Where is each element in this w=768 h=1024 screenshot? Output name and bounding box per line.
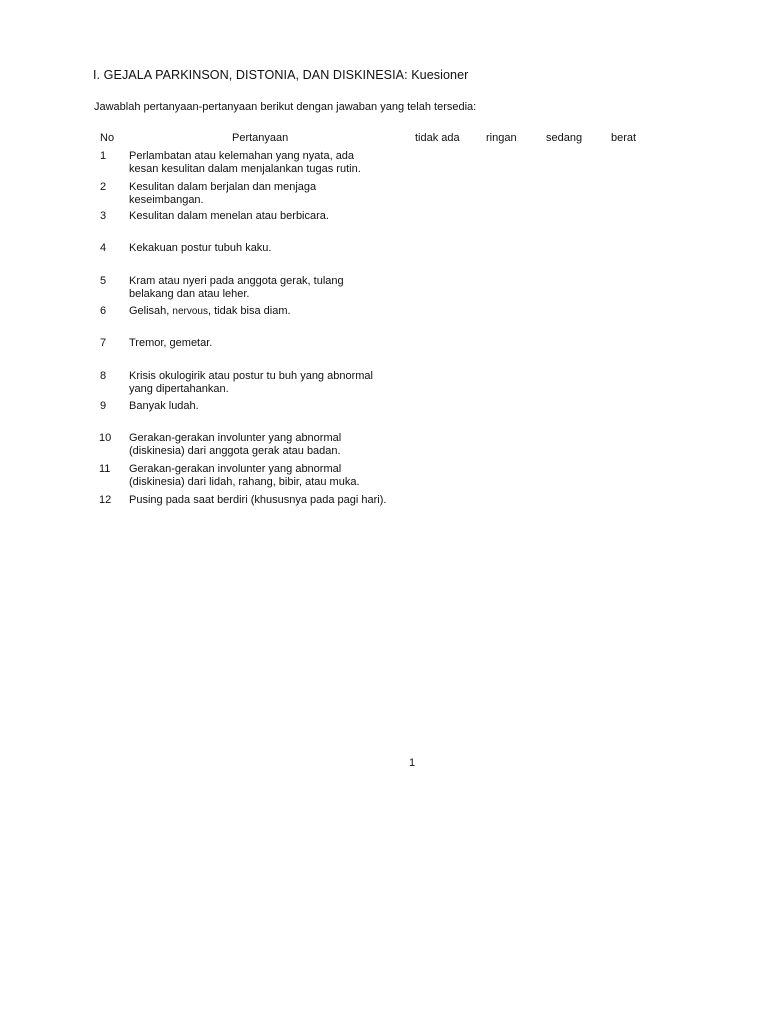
question-line: (diskinesia) dari lidah, rahang, bibir, atau muka. xyxy=(129,475,360,488)
row-number: 12 xyxy=(99,494,112,506)
row-number: 8 xyxy=(100,370,107,382)
row-question xyxy=(129,181,399,206)
question-line: kesan kesulitan dalam menjalankan tugas rutin. xyxy=(129,162,361,175)
row-question xyxy=(129,370,399,395)
column-header-none: tidak ada xyxy=(415,132,460,144)
page-number: 1 xyxy=(409,757,416,769)
row-number: 4 xyxy=(100,242,107,254)
question-line: Perlambatan atau kelemahan yang nyata, ada xyxy=(129,150,355,162)
row-question xyxy=(129,305,399,319)
row-number: 11 xyxy=(99,463,111,475)
row-number: 1 xyxy=(100,150,107,162)
column-header-severe: berat xyxy=(611,132,637,144)
document-title: I. GEJALA PARKINSON, DISTONIA, DAN DISKINESIA: Kuesioner xyxy=(93,68,469,82)
question-line: Tremor, gemetar. xyxy=(129,337,213,349)
row-number: 7 xyxy=(100,337,107,349)
column-header-moderate: sedang xyxy=(546,132,583,144)
row-number: 6 xyxy=(100,305,107,317)
row-question xyxy=(129,337,399,350)
question-text: Gelisah, xyxy=(129,305,173,317)
question-line: Pusing pada saat berdiri (khususnya pada pagi hari). xyxy=(129,494,387,506)
column-header-no: No xyxy=(100,132,115,144)
question-line: (diskinesia) dari anggota gerak atau badan. xyxy=(129,444,341,457)
row-number: 3 xyxy=(100,210,107,222)
row-question xyxy=(129,400,399,413)
row-number: 5 xyxy=(100,275,107,287)
row-question xyxy=(129,463,399,488)
question-line: keseimbangan. xyxy=(129,193,204,206)
question-line: Kram atau nyeri pada anggota gerak, tulang xyxy=(129,275,344,287)
row-number: 2 xyxy=(100,181,107,193)
question-line: belakang dan atau leher. xyxy=(129,287,250,300)
question-term-nervous: nervous xyxy=(172,306,208,317)
column-header-mild: ringan xyxy=(486,132,517,144)
question-line: Kesulitan dalam menelan atau berbicara. xyxy=(129,210,329,222)
question-line: yang dipertahankan. xyxy=(129,382,229,395)
row-question xyxy=(129,494,399,507)
question-line: Krisis okulogirik atau postur tu buh yang abnormal xyxy=(129,370,373,382)
instruction-text: Jawablah pertanyaan-pertanyaan berikut dengan jawaban yang telah tersedia: xyxy=(94,101,477,113)
column-header-question: Pertanyaan xyxy=(232,132,289,144)
row-number: 9 xyxy=(100,400,107,412)
question-text: , tidak bisa diam. xyxy=(208,305,291,317)
question-line: Kekakuan postur tubuh kaku. xyxy=(129,242,272,254)
question-line: Gerakan-gerakan involunter yang abnormal xyxy=(129,432,342,444)
row-number: 10 xyxy=(99,432,112,444)
row-question xyxy=(129,210,399,223)
question-line: Kesulitan dalam berjalan dan menjaga xyxy=(129,181,317,193)
question-line: Banyak ludah. xyxy=(129,400,199,412)
question-line: Gerakan-gerakan involunter yang abnormal xyxy=(129,463,342,475)
row-question xyxy=(129,150,399,175)
row-question xyxy=(129,242,399,255)
question-line xyxy=(129,305,399,319)
row-question xyxy=(129,432,399,457)
row-question xyxy=(129,275,399,300)
